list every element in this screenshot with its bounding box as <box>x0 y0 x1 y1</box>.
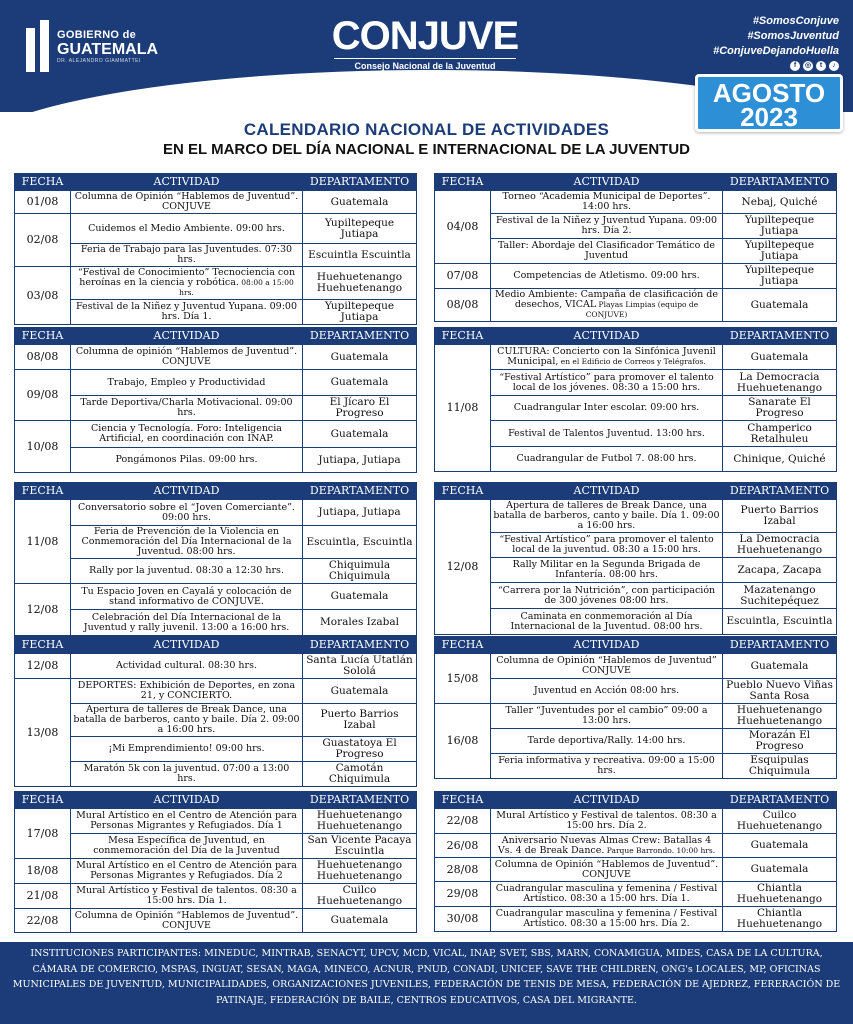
col-header-actividad: ACTIVIDAD <box>491 792 723 809</box>
calendar-table <box>434 173 837 322</box>
hashtag: #SomosConjuve <box>752 15 839 27</box>
table-row <box>435 345 837 370</box>
col-header-departamento: DEPARTAMENTO <box>723 483 837 500</box>
col-header-actividad: ACTIVIDAD <box>71 637 303 654</box>
department-cell: Guatemala <box>723 289 837 322</box>
date-cell: 07/08 <box>435 264 491 289</box>
activity-cell: “Carrera por la Nutrición”, con participación de 300 jóvenes 08:00 hrs. <box>491 583 723 609</box>
department-cell: Escuintla, Escuintla <box>723 609 837 635</box>
table-row <box>435 882 837 907</box>
department-cell: Guatemala <box>723 858 837 882</box>
activity-cell: Columna de Opinión “Hablemos de Juventud”. CONJUVE <box>491 858 723 882</box>
table-row <box>15 704 417 737</box>
table-row <box>15 679 417 704</box>
activity-note: 08:00 a 15:00 hrs. <box>179 278 294 297</box>
table-row <box>435 654 837 679</box>
table-row <box>435 834 837 858</box>
table-row <box>435 396 837 421</box>
department-cell: Huehuetenango Huehuetenango <box>303 859 417 884</box>
table-row <box>15 500 417 526</box>
date-cell: 11/08 <box>435 345 491 472</box>
department-cell: Jutiapa, Jutiapa <box>303 500 417 526</box>
table-row <box>435 679 837 704</box>
department-cell: Yupiltepeque Jutiapa <box>303 300 417 325</box>
hashtag: #SomosJuventud <box>747 30 839 42</box>
department-cell: Mazatenango Suchitepéquez <box>723 583 837 609</box>
activity-cell: Mural Artístico en el Centro de Atención para Personas Migrantes y Refugiados. Día 1 <box>71 809 303 834</box>
department-cell: Guatemala <box>303 370 417 396</box>
col-header-actividad: ACTIVIDAD <box>71 792 303 809</box>
department-cell: Guatemala <box>303 345 417 370</box>
table-row <box>15 300 417 325</box>
activity-cell: Aniversario Nuevas Almas Crew: Batallas 4 Vs. 4 de Break Dance. Parque Barrondo. 10:00 hrs. <box>491 834 723 858</box>
activity-cell: Rally Militar en la Segunda Brigada de Infantería. 08:00 hrs. <box>491 558 723 583</box>
table-row <box>15 809 417 834</box>
table-row <box>15 345 417 370</box>
department-cell: Guatemala <box>303 191 417 214</box>
table-row <box>15 191 417 214</box>
activity-cell: Columna de Opinión “Hablemos de Juventud” CONJUVE <box>491 654 723 679</box>
table-row <box>15 610 417 636</box>
department-cell: Guatemala <box>303 584 417 610</box>
calendar-table <box>14 173 417 325</box>
department-cell: Huehuetenango Huehuetenango <box>303 809 417 834</box>
date-cell: 13/08 <box>15 679 71 787</box>
table-row <box>15 244 417 267</box>
table-row <box>435 214 837 239</box>
table-row <box>15 909 417 933</box>
date-cell: 21/08 <box>15 884 71 909</box>
department-cell: El Jícaro El Progreso <box>303 396 417 421</box>
calendar-table <box>14 791 417 933</box>
table-row <box>15 654 417 679</box>
activity-cell: Rally por la juventud. 08:30 a 12:30 hrs. <box>71 559 303 584</box>
activity-cell: Mesa Específica de Juventud, en conmemoración del Día de la Juventud <box>71 834 303 859</box>
activity-cell: Festival de la Niñez y Juventud Yupana. 09:00 hrs. Día 2. <box>491 214 723 239</box>
brand-name: CONJUVE <box>331 14 519 58</box>
activity-cell: Competencias de Atletismo. 09:00 hrs. <box>491 264 723 289</box>
activity-note: Playas Limpias (equipo de CONJUVE) <box>585 300 699 319</box>
col-header-fecha: FECHA <box>435 483 491 500</box>
department-cell: Jutiapa, Jutiapa <box>303 448 417 473</box>
calendar-table <box>434 636 837 779</box>
department-cell: Guatemala <box>303 421 417 448</box>
col-header-fecha: FECHA <box>15 174 71 191</box>
date-cell: 22/08 <box>435 809 491 834</box>
table-row <box>435 809 837 834</box>
year-label: 2023 <box>740 102 798 132</box>
facebook-icon: f <box>790 61 800 71</box>
department-cell: Camotán Chiquimula <box>303 762 417 787</box>
col-header-fecha: FECHA <box>435 328 491 345</box>
activity-cell: Festival de Talentos Juventud. 13:00 hrs. <box>491 421 723 447</box>
department-cell: Yupiltepeque Jutiapa <box>303 214 417 244</box>
department-cell: Yupiltepeque Jutiapa <box>723 214 837 239</box>
gov-line3: DR. ALEJANDRO GIAMMATTEI <box>57 57 141 64</box>
col-header-fecha: FECHA <box>435 637 491 654</box>
activity-cell: Mural Artístico y Festival de talentos. 08:30 a 15:00 hrs. Día 2. <box>491 809 723 834</box>
activity-cell: Maratón 5k con la juventud. 07:00 a 13:00 hrs. <box>71 762 303 787</box>
department-cell: Sanarate El Progreso <box>723 396 837 421</box>
table-row <box>15 762 417 787</box>
gov-line1: GOBIERNO de <box>57 28 137 41</box>
instagram-icon: ◎ <box>804 62 812 69</box>
activity-cell: Feria informativa y recreativa. 09:00 a 15:00 hrs. <box>491 754 723 779</box>
activity-cell: Cuadrangular Inter escolar. 09:00 hrs. <box>491 396 723 421</box>
table-row <box>435 289 837 322</box>
date-cell: 18/08 <box>15 859 71 884</box>
department-cell: La Democracia Huehuetenango <box>723 370 837 396</box>
activity-cell: Tarde Deportiva/Charla Motivacional. 09:00 hrs. <box>71 396 303 421</box>
col-header-actividad: ACTIVIDAD <box>491 483 723 500</box>
calendar-table <box>14 327 417 473</box>
table-row <box>15 584 417 610</box>
department-cell: Chinique, Quiché <box>723 447 837 472</box>
department-cell: Chiantla Huehuetenango <box>723 882 837 907</box>
date-cell: 22/08 <box>15 909 71 933</box>
activity-cell: Columna de Opinión “Hablemos de Juventud”. CONJUVE <box>71 191 303 214</box>
activity-cell: ¡Mi Emprendimiento! 09:00 hrs. <box>71 737 303 762</box>
department-cell: Guatemala <box>723 834 837 858</box>
table-row <box>435 421 837 447</box>
page-title: CALENDARIO NACIONAL DE ACTIVIDADES <box>243 120 610 139</box>
department-cell: Escuintla, Escuintla <box>303 526 417 559</box>
page-subtitle: EN EL MARCO DEL DÍA NACIONAL E INTERNACIONAL DE LA JUVENTUD <box>163 141 690 158</box>
table-row <box>435 239 837 264</box>
activity-cell: “Festival Artístico” para promover el talento local de los jóvenes. 08:30 a 15:00 hrs. <box>491 370 723 396</box>
department-cell: Pueblo Nuevo Viñas Santa Rosa <box>723 679 837 704</box>
activity-cell: Mural Artístico y Festival de talentos. 08:30 a 15:00 hrs. Día 1. <box>71 884 303 909</box>
date-cell: 15/08 <box>435 654 491 704</box>
activity-note: Parque Barrondo. 10:00 hrs. <box>604 845 716 855</box>
page-titles <box>0 120 853 158</box>
table-row <box>15 737 417 762</box>
department-cell: Escuintla Escuintla <box>303 244 417 267</box>
twitter-icon: t <box>816 61 826 71</box>
table-row <box>435 533 837 558</box>
col-header-departamento: DEPARTAMENTO <box>723 637 837 654</box>
date-cell: 17/08 <box>15 809 71 859</box>
activity-cell: “Festival de Conocimiento” Tecnociencia con heroínas en la ciencia y robótica. 08:00 a 15:00 hrs. <box>71 267 303 300</box>
table-row <box>15 421 417 448</box>
department-cell: Santa Lucía Utatlán Sololá <box>303 654 417 679</box>
table-row <box>435 858 837 882</box>
activity-cell: CULTURA: Concierto con la Sinfónica Juvenil Municipal, en el Edificio de Correos y Telégrafos. <box>491 345 723 370</box>
table-row <box>435 583 837 609</box>
col-header-departamento: DEPARTAMENTO <box>723 328 837 345</box>
department-cell: Cuilco Huehuetenango <box>303 884 417 909</box>
activity-cell: Tarde deportiva/Rally. 14:00 hrs. <box>491 729 723 754</box>
col-header-actividad: ACTIVIDAD <box>71 328 303 345</box>
department-cell: Chiquimula Chiquimula <box>303 559 417 584</box>
tiktok-icon: ♪ <box>829 61 839 71</box>
activity-cell: Torneo “Academia Municipal de Deportes”. 14:00 hrs. <box>491 191 723 214</box>
conjuve-logo <box>320 14 530 80</box>
date-cell: 30/08 <box>435 907 491 932</box>
hashtags <box>713 14 839 71</box>
date-cell: 01/08 <box>15 191 71 214</box>
government-logo <box>26 20 158 72</box>
date-cell: 09/08 <box>15 370 71 421</box>
table-row <box>435 264 837 289</box>
calendar-table <box>434 482 837 635</box>
table-row <box>435 447 837 472</box>
brand-sub2: Presidencia de la República <box>375 71 475 80</box>
col-header-fecha: FECHA <box>435 174 491 191</box>
col-header-departamento: DEPARTAMENTO <box>303 637 417 654</box>
calendar-table <box>434 327 837 472</box>
department-cell: Puerto Barrios Izabal <box>723 500 837 533</box>
col-header-departamento: DEPARTAMENTO <box>303 174 417 191</box>
activity-cell: Apertura de talleres de Break Dance, una batalla de barberos, canto y baile. Día 1. 09:00 a 16:00 hrs. <box>491 500 723 533</box>
date-cell: 03/08 <box>15 267 71 325</box>
department-cell: La Democracia Huehuetenango <box>723 533 837 558</box>
department-cell: Yupiltepeque Jutiapa <box>723 264 837 289</box>
table-row <box>15 267 417 300</box>
col-header-departamento: DEPARTAMENTO <box>303 483 417 500</box>
table-row <box>15 526 417 559</box>
gov-line2: GUATEMALA <box>57 40 159 58</box>
activity-cell: Cuadrangular masculina y femenina / Festival Artístico. 08:30 a 15:00 hrs. Día 2. <box>491 907 723 932</box>
col-header-actividad: ACTIVIDAD <box>71 174 303 191</box>
table-row <box>435 500 837 533</box>
table-row <box>15 859 417 884</box>
department-cell: Huehuetenango Huehuetenango <box>723 704 837 729</box>
col-header-actividad: ACTIVIDAD <box>491 637 723 654</box>
department-cell: Huehuetenango Huehuetenango <box>303 267 417 300</box>
activity-cell: Feria de Trabajo para las Juventudes. 07:30 hrs. <box>71 244 303 267</box>
col-header-departamento: DEPARTAMENTO <box>303 328 417 345</box>
department-cell: Champerico Retalhuleu <box>723 421 837 447</box>
activity-cell: Festival de la Niñez y Juventud Yupana. 09:00 hrs. Día 1. <box>71 300 303 325</box>
department-cell: Puerto Barrios Izabal <box>303 704 417 737</box>
month-label: AGOSTO <box>712 78 826 108</box>
department-cell: Chiantla Huehuetenango <box>723 907 837 932</box>
table-row <box>15 448 417 473</box>
col-header-actividad: ACTIVIDAD <box>71 483 303 500</box>
table-row <box>15 370 417 396</box>
activity-cell: Actividad cultural. 08:30 hrs. <box>71 654 303 679</box>
table-row <box>435 558 837 583</box>
table-row <box>15 396 417 421</box>
table-row <box>435 370 837 396</box>
date-cell: 26/08 <box>435 834 491 858</box>
activity-cell: Apertura de talleres de Break Dance, una batalla de barberos, canto y baile. Día 2. 09:00 a 16:00 hrs. <box>71 704 303 737</box>
date-cell: 12/08 <box>435 500 491 635</box>
participating-institutions: INSTITUCIONES PARTICIPANTES: MINEDUC, MINTRAB, SENACYT, UPCV, MCD, VICAL, INAP, SVET, SBS, MARN, CONAMIGUA, MIDES, CASA DE LA CULTURA, CÁMARA DE COMERCIO, MSPAS, INGUAT, SESAN, MAGA, MINECO, ACNUR, PNUD, CONADI, UNICEF, SAVE THE CHILDREN, ONG's LOCALES, MP, OFICINAS MUNICIPALES DE JUVENTUD, MUNICIPALIDADES, ORGANIZACIONES JUVENILES, FEDERACIÓN DE TENIS DE MESA, FEDERACIÓN DE AJEDREZ, FERERACIÓN DE PATINAJE, FEDERACIÓN DE BAILE, CENTROS EDUCATIVOS, CASA DEL MIGRANTE. <box>0 942 853 1024</box>
activity-cell: Taller “Juventudes por el cambio” 09:00 a 13:00 hrs. <box>491 704 723 729</box>
col-header-departamento: DEPARTAMENTO <box>723 174 837 191</box>
table-row <box>15 834 417 859</box>
activity-cell: Caminata en conmemoración al Día Internacional de la Juventud. 08:00 hrs. <box>491 609 723 635</box>
flag-bars-icon <box>26 20 49 72</box>
department-cell: Guatemala <box>303 909 417 933</box>
activity-cell: Medio Ambiente: Campaña de clasificación de desechos, VICAL Playas Limpias (equipo de CONJUVE) <box>491 289 723 322</box>
date-cell: 08/08 <box>435 289 491 322</box>
col-header-fecha: FECHA <box>15 483 71 500</box>
date-cell: 16/08 <box>435 704 491 779</box>
department-cell: Morales Izabal <box>303 610 417 636</box>
col-header-fecha: FECHA <box>435 792 491 809</box>
activity-cell: Tu Espacio Joven en Cayalá y colocación de stand informativo de CONJUVE. <box>71 584 303 610</box>
date-cell: 04/08 <box>435 191 491 264</box>
department-cell: San Vicente Pacaya Escuintla <box>303 834 417 859</box>
activity-cell: DEPORTES: Exhibición de Deportes, en zona 21, y CONCIERTO. <box>71 679 303 704</box>
activity-cell: Cuadrangular de Futbol 7. 08:00 hrs. <box>491 447 723 472</box>
activity-cell: Mural Artístico en el Centro de Atención para Personas Migrantes y Refugiados. Día 2 <box>71 859 303 884</box>
activity-cell: Celebración del Día Internacional de la Juventud y rally juvenil. 13:00 a 16:00 hrs. <box>71 610 303 636</box>
hashtag: #ConjuveDejandoHuella <box>713 45 839 57</box>
activity-cell: Taller: Abordaje del Clasificador Temático de Juventud <box>491 239 723 264</box>
department-cell: Guastatoya El Progreso <box>303 737 417 762</box>
activity-cell: Feria de Prevención de la Violencia en Conmemoración del Día Internacional de la Juventud. 08:00 hrs. <box>71 526 303 559</box>
date-cell: 12/08 <box>15 654 71 679</box>
col-header-departamento: DEPARTAMENTO <box>303 792 417 809</box>
col-header-departamento: DEPARTAMENTO <box>723 792 837 809</box>
activity-cell: Conversatorio sobre el “Joven Comerciante”. 09:00 hrs. <box>71 500 303 526</box>
department-cell: Nebaj, Quiché <box>723 191 837 214</box>
col-header-fecha: FECHA <box>15 637 71 654</box>
calendar-table <box>14 482 417 636</box>
table-row <box>435 729 837 754</box>
activity-cell: Columna de opinión “Hablemos de Juventud”. CONJUVE <box>71 345 303 370</box>
table-row <box>435 907 837 932</box>
col-header-fecha: FECHA <box>15 328 71 345</box>
activity-cell: “Festival Artístico” para promover el talento local de la juventud. 08:30 a 15:00 hrs. <box>491 533 723 558</box>
department-cell: Esquipulas Chiquimula <box>723 754 837 779</box>
calendar-table <box>434 791 837 932</box>
date-cell: 28/08 <box>435 858 491 882</box>
calendar-table <box>14 636 417 787</box>
date-cell: 08/08 <box>15 345 71 370</box>
col-header-fecha: FECHA <box>15 792 71 809</box>
activity-cell: Ciencia y Tecnología. Foro: Inteligencia Artificial, en coordinación con INAP. <box>71 421 303 448</box>
department-cell: Guatemala <box>303 679 417 704</box>
table-row <box>435 704 837 729</box>
social-icons <box>713 61 839 71</box>
table-row <box>435 754 837 779</box>
date-cell: 10/08 <box>15 421 71 473</box>
activity-cell: Trabajo, Empleo y Productividad <box>71 370 303 396</box>
department-cell: Zacapa, Zacapa <box>723 558 837 583</box>
col-header-actividad: ACTIVIDAD <box>491 328 723 345</box>
department-cell: Morazán El Progreso <box>723 729 837 754</box>
date-cell: 02/08 <box>15 214 71 267</box>
table-row <box>435 191 837 214</box>
date-cell: 29/08 <box>435 882 491 907</box>
table-row <box>435 609 837 635</box>
department-cell: Yupiltepeque Jutiapa <box>723 239 837 264</box>
department-cell: Guatemala <box>723 654 837 679</box>
activity-cell: Juventud en Acción 08:00 hrs. <box>491 679 723 704</box>
activity-note: en el Edificio de Correos y Telégrafos. <box>558 357 706 366</box>
date-cell: 12/08 <box>15 584 71 636</box>
date-cell: 11/08 <box>15 500 71 584</box>
table-row <box>15 214 417 244</box>
activity-cell: Cuidemos el Medio Ambiente. 09:00 hrs. <box>71 214 303 244</box>
department-cell: Guatemala <box>723 345 837 370</box>
table-row <box>15 559 417 584</box>
activity-cell: Pongámonos Pilas. 09:00 hrs. <box>71 448 303 473</box>
activity-cell: Cuadrangular masculina y femenina / Festival Artístico. 08:30 a 15:00 hrs. Día 1. <box>491 882 723 907</box>
department-cell: Cuilco Huehuetenango <box>723 809 837 834</box>
col-header-actividad: ACTIVIDAD <box>491 174 723 191</box>
table-row <box>15 884 417 909</box>
brand-sub1: Consejo Nacional de la Juventud <box>334 58 516 71</box>
activity-cell: Columna de Opinión “Hablemos de Juventud”. CONJUVE <box>71 909 303 933</box>
